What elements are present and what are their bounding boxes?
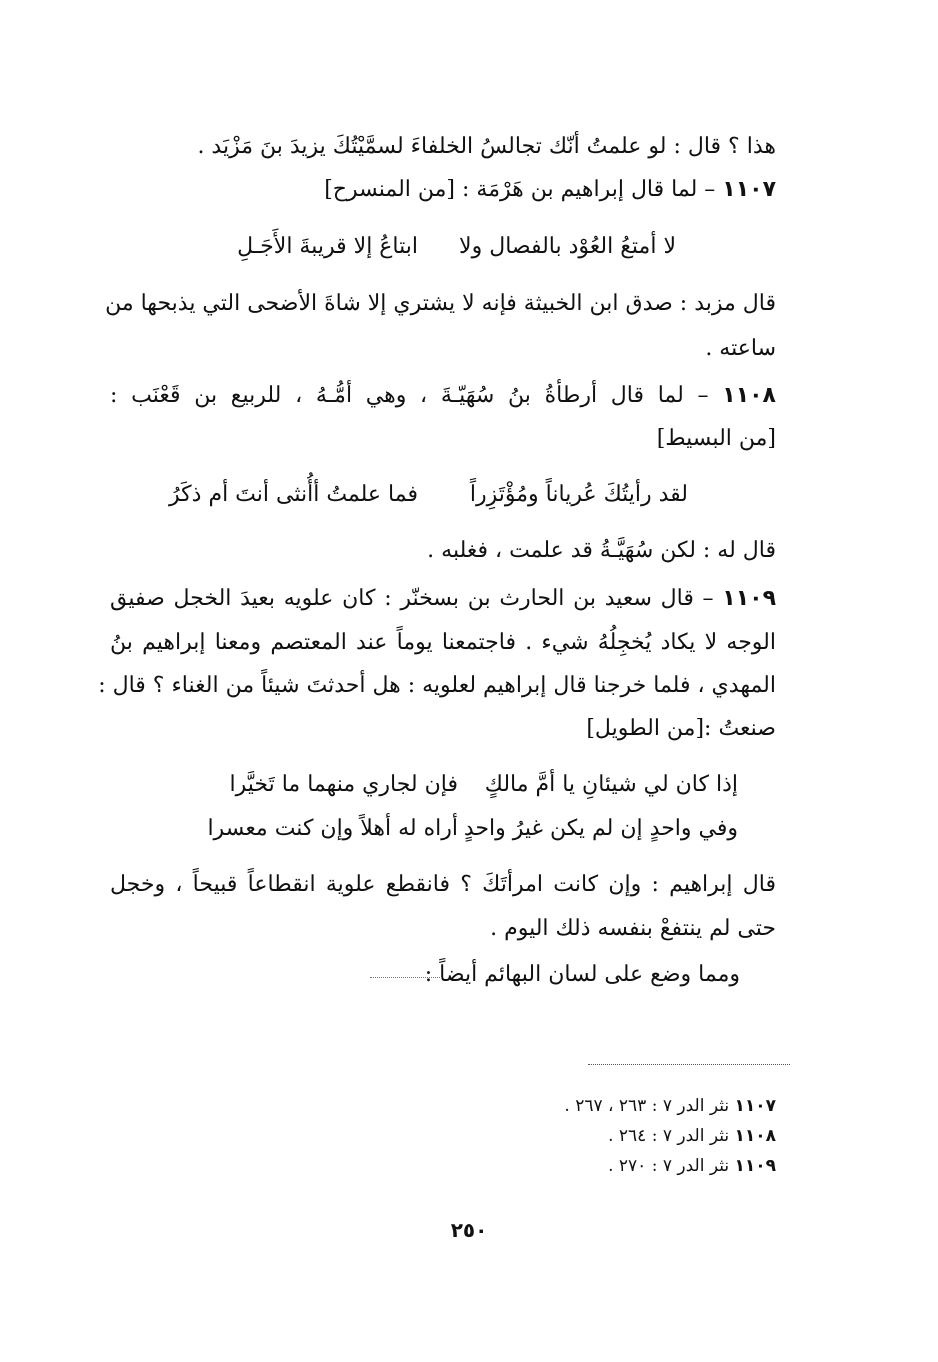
text-line-9: الوجه لا يكاد يُخجِلُهُ شيء . فاجتمعنا يوماً عند المعتصم ومعنا إبراهيم بنُ (110, 630, 776, 655)
footnote-number: ١١٠٩ (734, 1156, 776, 1176)
footnote-number: ١١٠٨ (734, 1126, 776, 1146)
page-number: ٢٥٠ (450, 1218, 488, 1242)
entry-1109-heading (110, 584, 776, 614)
text-line-12: قال إبراهيم : وإن كانت امرأتَكَ ؟ فانقطع علوية انقطاعاً قبيحاً ، وخجل (110, 872, 776, 897)
entry-number: ١١٠٧ (722, 177, 776, 202)
verse-2-first-hemistich: لقد رأيتُكَ عُرياناً ومُؤْتَزِراً (469, 482, 688, 507)
verse-1-first-hemistich: لا أمتعُ العُوْد بالفصال ولا (459, 234, 676, 259)
entry-text: – قال سعيد بن الحارث بن بسخنّر : كان علويه بعيدَ الخجل صفيق (110, 586, 714, 611)
continuation-dots (370, 977, 442, 978)
text-line-7: قال له : لكن سُهَيَّـةُ قد علمت ، فغلبه . (427, 538, 776, 563)
text-line-11: صنعتُ :[من الطويل] (586, 716, 776, 741)
footnote-text: نثر الدر ٧ : ٢٦٣ ، ٢٦٧ . (564, 1096, 730, 1116)
entry-number: ١١٠٩ (722, 586, 776, 611)
footnote (608, 1154, 776, 1178)
text-line-4: ساعته . (705, 336, 776, 361)
verse-2-second-hemistich: فما علمتُ أأُنثى أنتَ أم ذكَرُ (169, 482, 418, 507)
text-line-13: حتى لم ينتفعْ بنفسه ذلك اليوم . (490, 916, 776, 941)
verse-4-first-hemistich: وفي واحدٍ إن لم يكن غيرُ واحدٍ (463, 816, 738, 841)
footnote (608, 1124, 776, 1148)
footnote-separator (588, 1064, 790, 1065)
footnote-text: نثر الدر ٧ : ٢٧٠ . (608, 1156, 730, 1176)
entry-1107-heading (324, 175, 776, 205)
verse-3-first-hemistich: إذا كان لي شيئانِ يا أمَّ مالكٍ (484, 772, 738, 797)
meter-label: [من البسيط] (656, 426, 776, 451)
entry-number: ١١٠٨ (722, 383, 776, 408)
entry-text: – لما قال إبراهيم بن هَرْمَة : [من المنسرح] (324, 177, 716, 202)
verse-1-second-hemistich: ابتاعُ إلا قريبةَ الأَجَـلِ (237, 234, 418, 259)
text-line-10: المهدي ، فلما خرجنا قال إبراهيم لعلويه : هل أحدثتَ شيئاً من الغناء ؟ قال : (98, 673, 776, 698)
verse-4-second-hemistich: أراه له أهلاً وإن كنت معسرا (207, 816, 458, 841)
footnote (564, 1094, 776, 1118)
text-line-1: هذا ؟ قال : لو علمتُ أنّك تجالسُ الخلفاءَ لسمَّيْتُكَ يزيدَ بنَ مَزْيَد . (197, 134, 776, 159)
footnote-number: ١١٠٧ (734, 1096, 776, 1116)
verse-3-second-hemistich: فإن لجاري منهما ما تَخيَّرا (229, 772, 458, 797)
entry-text: – لما قال أرطأةُ بنُ سُهَيّـةَ ، وهي أمُّـهُ ، للربيع بن قَعْنَب : (110, 383, 709, 408)
footnote-text: نثر الدر ٧ : ٢٦٤ . (608, 1126, 730, 1146)
entry-1108-heading (110, 381, 776, 411)
text-line-3: قال مزبد : صدق ابن الخبيثة فإنه لا يشتري إلا شاةَ الأضحى التي يذبحها من (105, 291, 776, 316)
text-line-14: ومما وضع على لسان البهائم أيضاً : (424, 962, 740, 987)
